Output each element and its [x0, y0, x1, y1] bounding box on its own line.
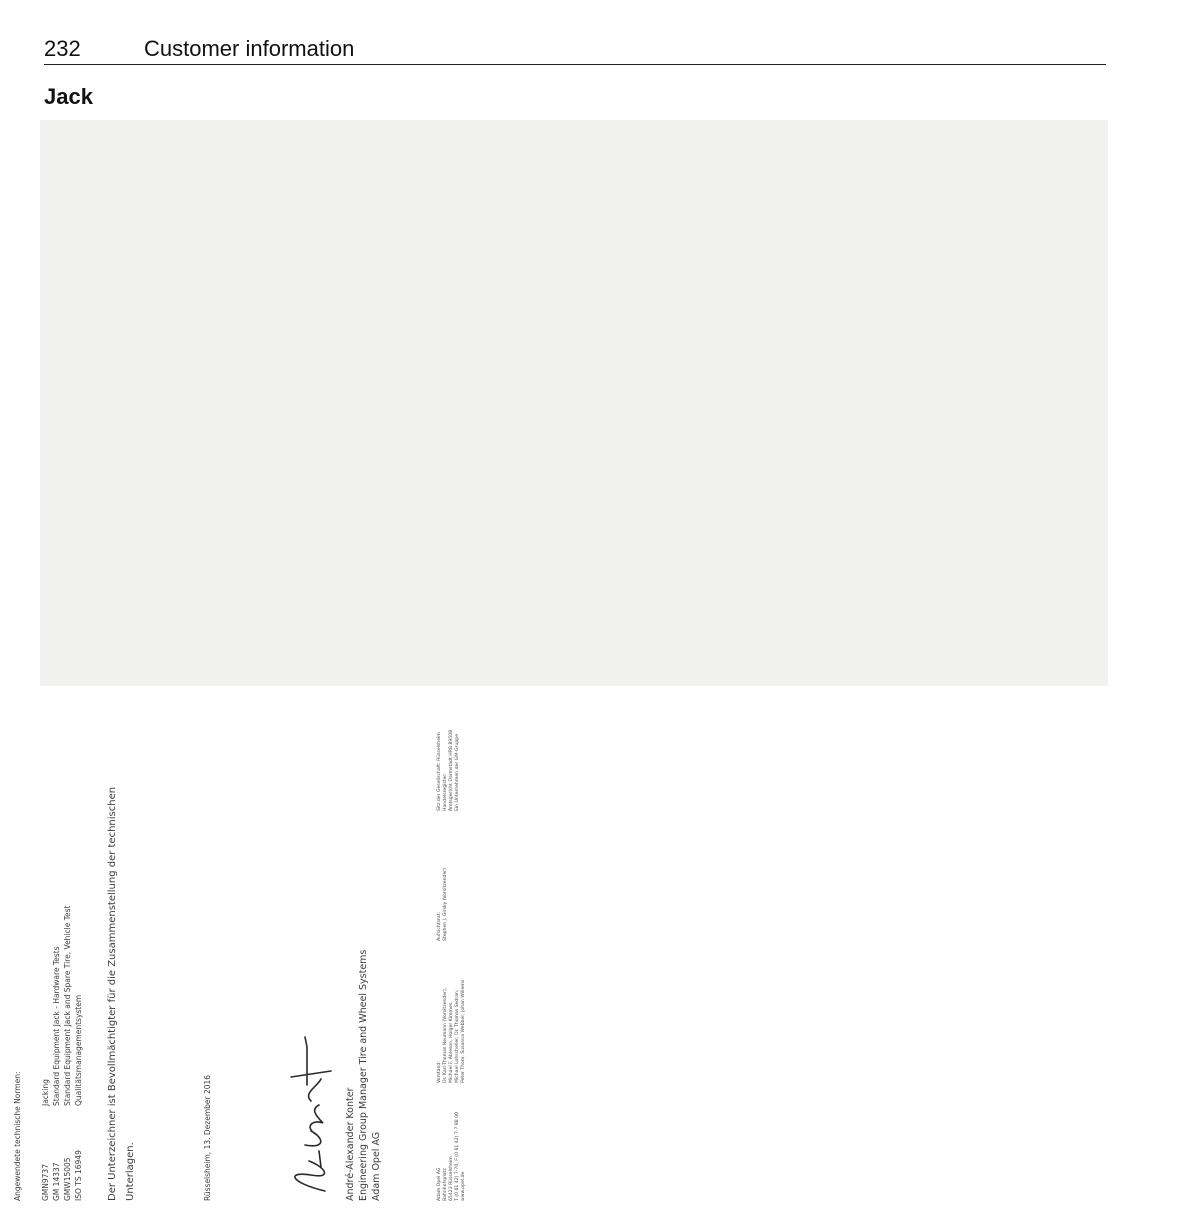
signer-name: André-Alexander Konter	[345, 1087, 356, 1201]
footer-line: Handelsregister:	[443, 773, 448, 811]
footer-board	[437, 980, 467, 1083]
section-heading: Jack	[44, 84, 93, 109]
place-date: Rüsselsheim, 13. Dezember 2016	[203, 1074, 212, 1201]
norm-code: ISO TS 16949	[74, 1150, 83, 1201]
footer-line: Adam Opel AG	[437, 1167, 442, 1201]
norm-description: Jacking	[41, 1079, 50, 1106]
footer-registry	[437, 730, 461, 811]
footer-line: Michael Lohscheller, Dr. Thomas Sedran,	[455, 989, 460, 1083]
norm-code: GM 14337	[52, 1162, 61, 1201]
footer-line: Bahnhofsplatz	[443, 1168, 448, 1201]
signer-role: Engineering Group Manager Tire and Wheel Systems	[358, 949, 369, 1201]
norm-code: GMN9737	[41, 1164, 50, 1201]
page-header	[44, 32, 1106, 65]
norm-code: GMW15005	[63, 1157, 72, 1201]
footer-line: Sitz der Gesellschaft: Rüsselsheim	[437, 732, 442, 811]
footer-supervisory	[437, 868, 449, 941]
signer-company: Adam Opel AG	[371, 1131, 382, 1201]
norm-description: Standard Equipment Jack - Hardware Tests	[52, 946, 61, 1106]
footer-line: Ein Unternehmen der GM-Gruppe	[455, 733, 460, 811]
signature	[281, 1027, 339, 1197]
footer-line: Dr. Karl-Thomas Neumann (Vorsitzender),	[443, 987, 448, 1083]
footer-line: www.opel.de	[461, 1171, 466, 1201]
norm-description: Qualitätsmanagementsystem	[74, 994, 83, 1106]
declaration-document	[0, 645, 583, 1211]
footer-line: Amtsgericht Darmstadt HRB 89508	[449, 729, 454, 811]
declaration-scan	[13, 120, 1108, 1201]
footer-line: Vorstand:	[437, 1061, 442, 1083]
norm-description: Standard Equipment Jack and Spare Tire, Vehicle Test	[63, 905, 72, 1106]
chapter-title: Customer information	[144, 36, 355, 61]
page-number: 232	[44, 36, 81, 61]
authorized-statement-cont: Unterlagen.	[125, 1142, 136, 1201]
footer-line: T (0 61 42) 7-70, F (0 61 42) 7-7 88 00	[455, 1112, 460, 1201]
authorized-statement: Der Unterzeichner ist Bevollmächtigter für die Zusammenstellung der technischen	[107, 786, 118, 1201]
footer-line: Peter Thom, Susanna Webber, Johan Willems	[461, 979, 466, 1083]
footer-line: Aufsichtsrat:	[437, 911, 442, 941]
footer-line: Michael F. Ableson, Holger Kimmes,	[449, 1001, 454, 1083]
footer-line: 65423 Rüsselsheim	[449, 1156, 454, 1201]
footer-address	[437, 1112, 467, 1201]
norms-heading: Angewendete technische Normen:	[13, 1071, 22, 1201]
footer-line: Stephen J. Girsky (Vorsitzender)	[443, 868, 448, 941]
